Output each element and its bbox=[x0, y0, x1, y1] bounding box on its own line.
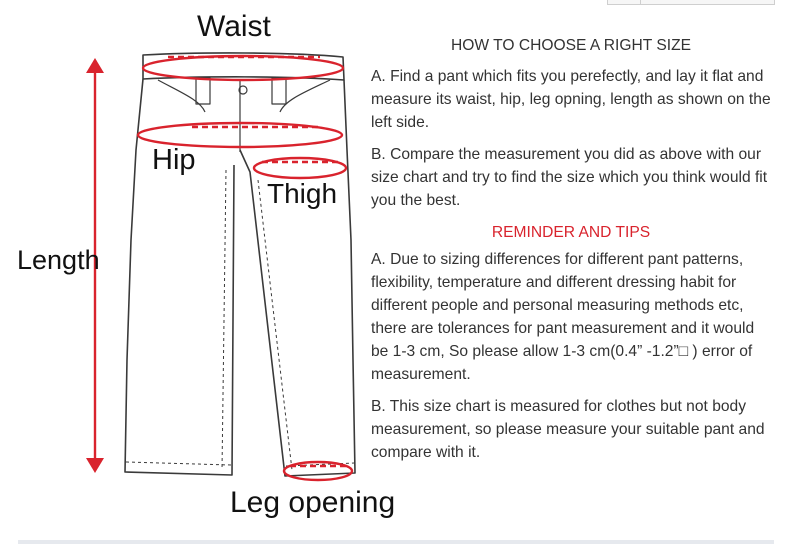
hip-label: Hip bbox=[152, 144, 196, 176]
length-arrow-top bbox=[86, 58, 104, 73]
left-inseam-stitch bbox=[222, 170, 226, 470]
belt-loop-left bbox=[196, 78, 210, 104]
length-label: Length bbox=[17, 245, 100, 275]
tip-b: B. This size chart is measured for clothes but not body measurement, so please measure your suitable pant and compare with it. bbox=[371, 398, 765, 461]
tips-heading: REMINDER AND TIPS bbox=[491, 224, 651, 241]
thigh-label: Thigh bbox=[267, 178, 338, 209]
top-edge-divider bbox=[640, 0, 641, 4]
size-guide-step-a: A. Find a pant which fits you perefectly, and lay it flat and measure its waist, hip, leg opning, length as shown on the left side. bbox=[371, 68, 771, 131]
size-guide-step-b: B. Compare the measurement you did as above with our size chart and try to find the size which you think would fit you the best. bbox=[371, 146, 768, 209]
tip-a: A. Due to sizing differences for different pant patterns, flexibility, temperature and different dressing habit for different people and personal measuring methods etc, there are tolerances for pant measurement and it would be 1-3 cm, So please allow 1-3 cm(0.4” -1.2”□ ) error of measurement. bbox=[371, 251, 755, 383]
waist-label: Waist bbox=[197, 10, 271, 43]
right-inseam-stitch bbox=[258, 180, 292, 470]
pants-outline bbox=[125, 53, 355, 476]
front-pocket-left bbox=[158, 80, 205, 112]
left-hem-stitch bbox=[126, 462, 231, 465]
leg-opening-label: Leg opening bbox=[230, 486, 396, 519]
bottom-edge-fragment bbox=[18, 540, 774, 544]
top-edge-fragment bbox=[607, 0, 775, 5]
belt-loop-right bbox=[272, 78, 286, 104]
front-pocket-right bbox=[280, 80, 330, 112]
size-guide-text bbox=[371, 34, 771, 473]
length-arrow-bottom bbox=[86, 458, 104, 473]
size-guide-heading: HOW TO CHOOSE A RIGHT SIZE bbox=[450, 37, 691, 54]
